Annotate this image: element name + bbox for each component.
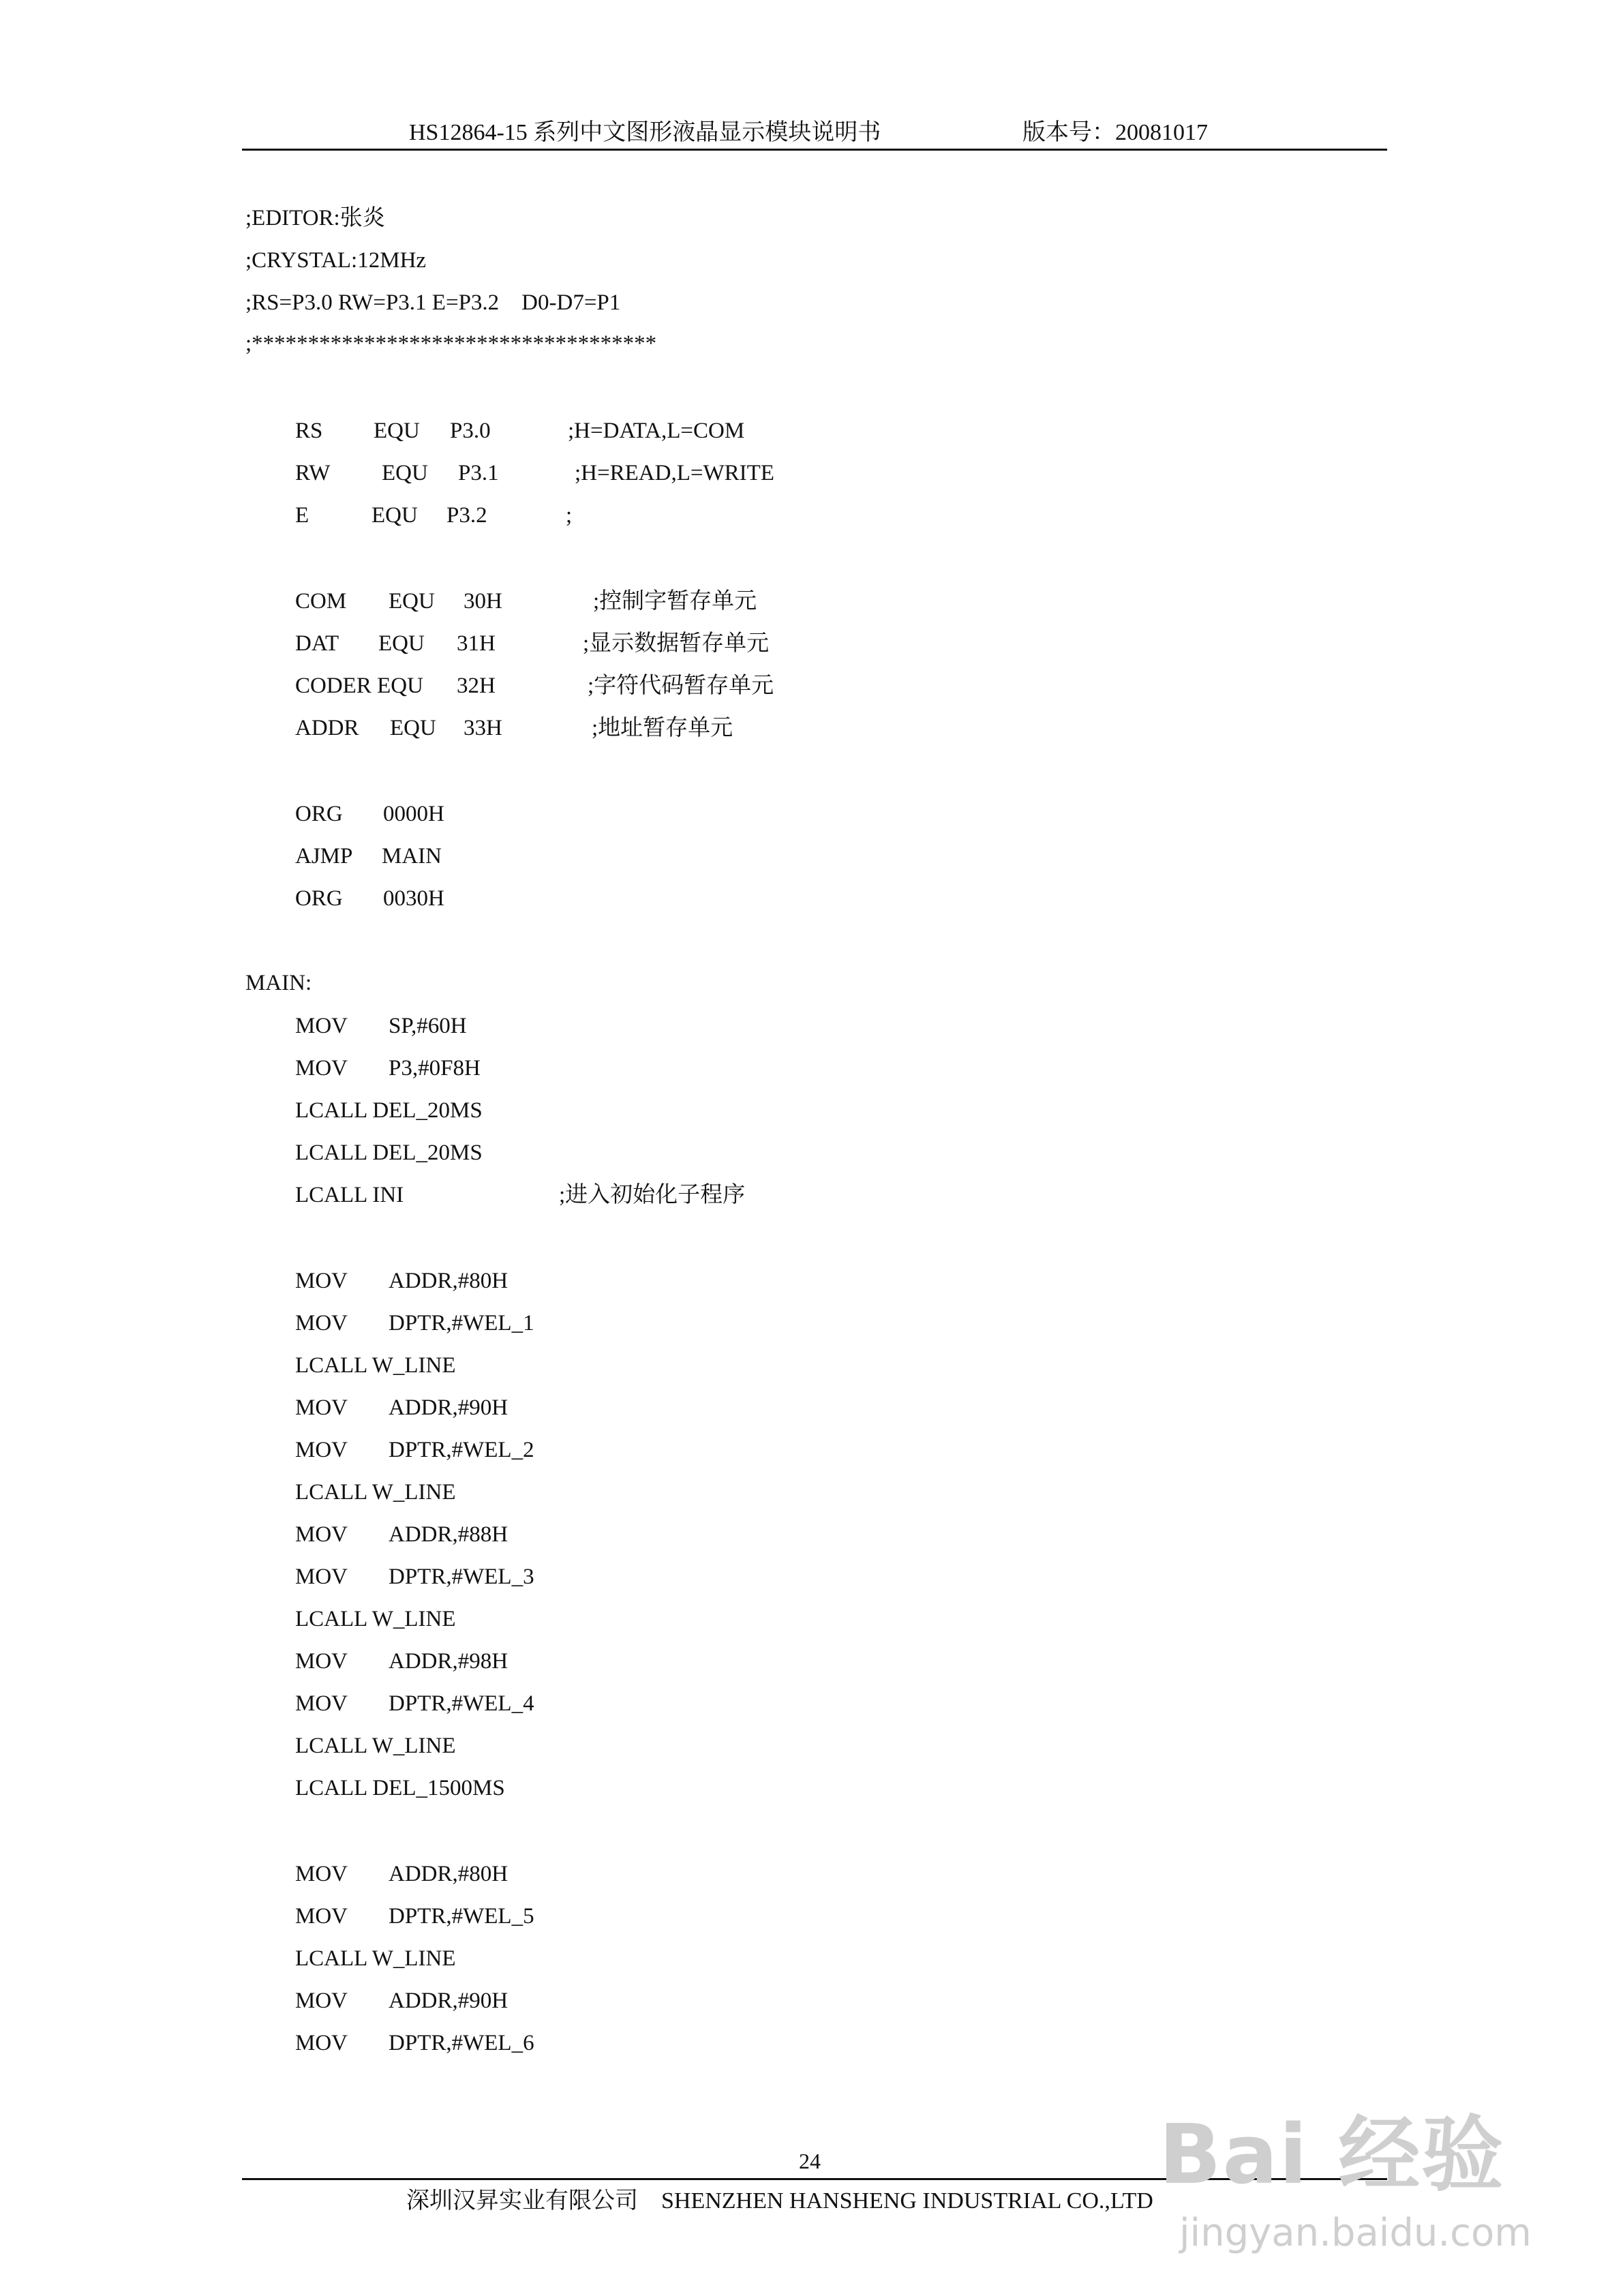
code-comment: ;: [566, 503, 573, 528]
code-operand: ADDR,#90H: [389, 1395, 509, 1420]
code-label-or-opcode: LCALL W_LINE: [295, 1946, 456, 1971]
code-label-or-opcode: CODER EQU: [295, 674, 423, 698]
code-value: P3.2: [446, 503, 487, 528]
code-label-or-opcode: MOV: [295, 1522, 348, 1547]
code-operand: EQU: [374, 419, 420, 443]
code-label-or-opcode: ;RS=P3.0 RW=P3.1 E=P3.2 D0-D7=P1: [245, 290, 621, 315]
code-label-or-opcode: ORG: [295, 802, 343, 826]
code-label-or-opcode: MOV: [295, 1395, 348, 1420]
code-label-or-opcode: MOV: [295, 1565, 348, 1589]
code-value: 30H: [464, 589, 502, 614]
code-value: 32H: [457, 674, 496, 698]
header-divider: [242, 149, 1387, 151]
code-operand: EQU: [378, 631, 425, 656]
code-label-or-opcode: LCALL W_LINE: [295, 1480, 456, 1505]
code-label-or-opcode: E: [295, 503, 309, 528]
code-label-or-opcode: MOV: [295, 1989, 348, 2013]
code-label-or-opcode: LCALL INI: [295, 1183, 404, 1207]
code-operand: DPTR,#WEL_6: [389, 2031, 534, 2055]
code-label-or-opcode: RS: [295, 419, 323, 443]
code-value: P3.0: [450, 419, 491, 443]
code-operand: ADDR,#80H: [389, 1862, 509, 1886]
code-operand: 0030H: [383, 886, 444, 911]
code-comment: ;H=READ,L=WRITE: [575, 461, 774, 485]
baidu-jingyan-watermark: [1159, 2089, 1595, 2287]
code-label-or-opcode: MOV: [295, 2031, 348, 2055]
code-operand: EQU: [389, 589, 435, 614]
watermark-url: jingyan.baidu.com: [1179, 2211, 1532, 2255]
code-label-or-opcode: LCALL W_LINE: [295, 1353, 456, 1378]
document-title: HS12864-15 系列中文图形液晶显示模块说明书: [409, 120, 881, 145]
code-operand: P3,#0F8H: [389, 1056, 481, 1081]
code-label-or-opcode: ;************************************: [245, 331, 657, 356]
code-operand: MAIN: [382, 844, 442, 868]
code-operand: EQU: [390, 716, 436, 740]
code-operand: DPTR,#WEL_1: [389, 1311, 534, 1335]
page-number: 24: [799, 2149, 821, 2173]
code-comment: ;显示数据暂存单元: [583, 631, 770, 656]
code-comment: ;字符代码暂存单元: [588, 674, 774, 698]
code-label-or-opcode: RW: [295, 461, 331, 485]
code-label-or-opcode: ADDR: [295, 716, 359, 740]
code-label-or-opcode: ;CRYSTAL:12MHz: [245, 248, 427, 273]
code-label-or-opcode: MOV: [295, 1438, 348, 1462]
code-label-or-opcode: MOV: [295, 1311, 348, 1335]
code-label-or-opcode: COM: [295, 589, 347, 614]
watermark-brand: Bai 经验: [1159, 2108, 1505, 2203]
code-operand: ADDR,#90H: [389, 1989, 509, 2013]
code-operand: EQU: [371, 503, 418, 528]
code-label-or-opcode: MOV: [295, 1904, 348, 1929]
code-operand: DPTR,#WEL_5: [389, 1904, 534, 1929]
version-number: 版本号：20081017: [1022, 120, 1208, 145]
code-operand: 0000H: [383, 802, 444, 826]
code-value: 33H: [464, 716, 502, 740]
code-label-or-opcode: ;EDITOR:张炎: [245, 206, 385, 230]
code-label-or-opcode: MOV: [295, 1862, 348, 1886]
code-operand: ADDR,#98H: [389, 1649, 509, 1674]
code-label-or-opcode: LCALL DEL_1500MS: [295, 1776, 505, 1800]
code-comment: ;控制字暂存单元: [593, 589, 757, 614]
code-operand: EQU: [382, 461, 428, 485]
code-value: P3.1: [458, 461, 499, 485]
code-comment: ;H=DATA,L=COM: [568, 419, 745, 443]
code-label-or-opcode: LCALL DEL_20MS: [295, 1098, 483, 1123]
code-comment: ;进入初始化子程序: [559, 1183, 746, 1207]
code-label-or-opcode: LCALL DEL_20MS: [295, 1141, 483, 1165]
code-label-or-opcode: LCALL W_LINE: [295, 1734, 456, 1758]
code-operand: DPTR,#WEL_2: [389, 1438, 534, 1462]
code-comment: ;地址暂存单元: [592, 716, 733, 740]
code-operand: DPTR,#WEL_4: [389, 1691, 534, 1716]
code-label-or-opcode: ORG: [295, 886, 343, 911]
code-operand: SP,#60H: [389, 1014, 467, 1038]
code-label-or-opcode: MOV: [295, 1014, 348, 1038]
company-name: 深圳汉昇实业有限公司 SHENZHEN HANSHENG INDUSTRIAL CO.,LTD: [406, 2188, 1153, 2214]
code-operand: ADDR,#88H: [389, 1522, 509, 1547]
code-label-or-opcode: MAIN:: [245, 971, 312, 995]
code-label-or-opcode: DAT: [295, 631, 339, 656]
code-operand: DPTR,#WEL_3: [389, 1565, 534, 1589]
code-operand: ADDR,#80H: [389, 1269, 509, 1293]
code-label-or-opcode: LCALL W_LINE: [295, 1607, 456, 1631]
code-label-or-opcode: MOV: [295, 1269, 348, 1293]
code-label-or-opcode: MOV: [295, 1056, 348, 1081]
code-label-or-opcode: MOV: [295, 1649, 348, 1674]
code-label-or-opcode: AJMP: [295, 844, 353, 868]
code-value: 31H: [457, 631, 496, 656]
code-label-or-opcode: MOV: [295, 1691, 348, 1716]
